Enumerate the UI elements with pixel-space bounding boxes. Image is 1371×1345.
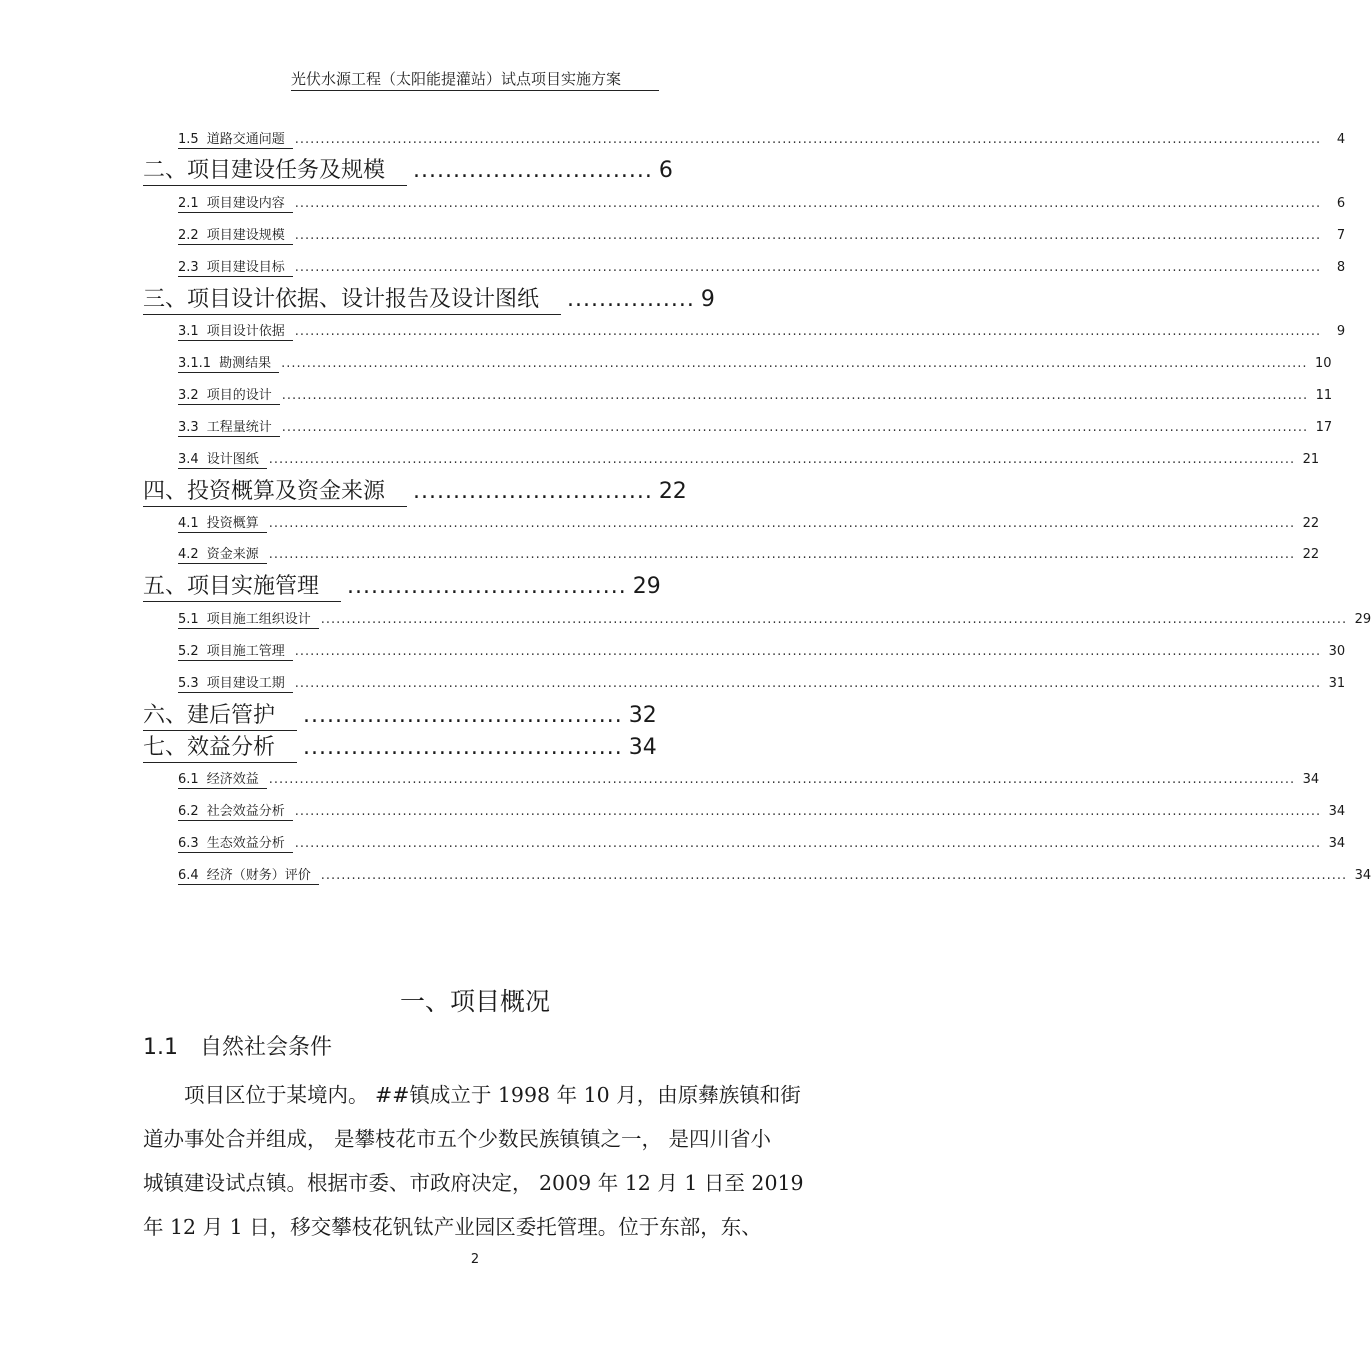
toc-leader-dots: ........................................................................................................................................................................................................	[281, 420, 1309, 435]
toc-entry-page: 22	[1302, 547, 1320, 562]
toc-entry-title: 社会效益分析	[206, 804, 285, 819]
toc-chapter-entry[interactable]	[143, 474, 687, 502]
toc-entry-title: 项目建设内容	[206, 196, 285, 211]
toc-entry-label	[178, 448, 267, 469]
toc-entry-page: 34	[1328, 804, 1346, 819]
toc-section-entry[interactable]	[178, 256, 1346, 275]
toc-entry-number: 6.4	[178, 868, 199, 883]
toc-entry-page: 10	[1315, 356, 1332, 371]
toc-entry-label	[178, 384, 280, 405]
toc-entry-page: 34	[1302, 772, 1320, 787]
toc-entry-page: 21	[1302, 452, 1320, 467]
toc-entry-page: 11	[1315, 388, 1333, 403]
toc-entry-page: 7	[1336, 228, 1346, 243]
section-title-text: 自然社会条件	[200, 1035, 333, 1060]
toc-entry-page: 32	[628, 703, 657, 728]
toc-entry-label	[143, 153, 407, 186]
toc-entry-page: 22	[1302, 516, 1320, 531]
toc-entry-label	[178, 672, 293, 693]
toc-entry-title: 项目施工组织设计	[206, 612, 311, 627]
toc-leader-dots: ................	[567, 287, 695, 312]
toc-entry-label	[178, 640, 293, 661]
toc-section-entry[interactable]	[178, 543, 1320, 562]
toc-section-entry[interactable]	[178, 512, 1320, 531]
paragraph-line: 城镇建设试点镇。根据市委、市政府决定， 2009 年 12 月 1 日至 2019	[143, 1171, 804, 1195]
toc-entry-title: 资金来源	[206, 547, 259, 562]
toc-entry-number: 6.2	[178, 804, 199, 819]
toc-entry-page: 34	[1354, 868, 1371, 883]
paragraph-line: 道办事处合并组成， 是攀枝花市五个少数民族镇镇之一， 是四川省小	[143, 1127, 772, 1151]
toc-entry-page: 9	[700, 287, 715, 312]
toc-entry-page: 4	[1336, 132, 1346, 147]
header-title: 光伏水源工程（太阳能提灌站）试点项目实施方案	[291, 70, 659, 91]
toc-entry-page: 6	[1336, 196, 1346, 211]
toc-entry-title: 设计图纸	[206, 452, 259, 467]
toc-entry-page: 34	[628, 735, 657, 760]
toc-entry-title: 项目的设计	[206, 388, 272, 403]
toc-section-entry[interactable]	[178, 832, 1346, 851]
toc-entry-label	[143, 282, 561, 315]
toc-entry-label	[178, 192, 293, 213]
toc-entry-number: 1.5	[178, 132, 199, 147]
toc-leader-dots: ........................................................................................................................................................................................................	[320, 612, 1348, 627]
toc-entry-title: 项目设计依据	[206, 324, 285, 339]
toc-entry-label	[143, 474, 407, 507]
toc-entry-label	[178, 864, 319, 885]
toc-entry-label	[178, 416, 280, 437]
toc-entry-page: 34	[1328, 836, 1346, 851]
toc-entry-label	[178, 543, 267, 564]
toc-entry-number: 3.2	[178, 388, 199, 403]
toc-leader-dots: ........................................................................................................................................................................................................	[294, 324, 1322, 339]
toc-entry-label	[143, 730, 297, 763]
toc-leader-dots: ..............................	[413, 479, 653, 504]
toc-entry-number: 5.1	[178, 612, 199, 627]
toc-entry-title: 七、效益分析	[143, 735, 276, 760]
toc-entry-label	[178, 832, 293, 853]
toc-leader-dots: ........................................................................................................................................................................................................	[268, 516, 1296, 531]
toc-entry-title: 六、建后管护	[143, 703, 276, 728]
toc-section-entry[interactable]	[178, 800, 1346, 819]
toc-leader-dots: ........................................................................................................................................................................................................	[268, 452, 1296, 467]
toc-entry-number: 2.3	[178, 260, 199, 275]
toc-section-entry[interactable]	[178, 320, 1346, 339]
toc-entry-label	[178, 352, 279, 373]
toc-leader-dots: ...................................	[347, 574, 627, 599]
toc-section-entry[interactable]	[178, 768, 1320, 787]
toc-leader-dots: ........................................................................................................................................................................................................	[294, 132, 1322, 147]
toc-leader-dots: ........................................................................................................................................................................................................	[294, 804, 1322, 819]
toc-entry-title: 勘测结果	[219, 356, 272, 371]
toc-section-entry[interactable]	[178, 192, 1346, 211]
toc-entry-number: 3.1.1	[178, 356, 212, 371]
toc-entry-label	[178, 256, 293, 277]
toc-chapter-entry[interactable]	[143, 282, 715, 310]
toc-entry-page: 31	[1328, 676, 1346, 691]
toc-entry-label	[178, 768, 267, 789]
toc-leader-dots: ........................................................................................................................................................................................................	[294, 260, 1322, 275]
toc-entry-number: 4.1	[178, 516, 199, 531]
toc-entry-label	[178, 800, 293, 821]
toc-entry-label	[178, 224, 293, 245]
toc-entry-page: 6	[658, 158, 673, 183]
toc-entry-title: 五、项目实施管理	[143, 574, 320, 599]
body-paragraph	[143, 1073, 813, 1249]
toc-entry-title: 项目施工管理	[206, 644, 285, 659]
toc-leader-dots: ........................................................................................................................................................................................................	[268, 547, 1296, 562]
toc-entry-label	[178, 512, 267, 533]
toc-entry-title: 工程量统计	[206, 420, 272, 435]
running-header	[0, 68, 950, 89]
toc-entry-title: 投资概算	[206, 516, 259, 531]
toc-section-entry[interactable]	[178, 640, 1346, 659]
toc-entry-title: 生态效益分析	[206, 836, 285, 851]
toc-section-entry[interactable]	[178, 224, 1346, 243]
toc-leader-dots: ........................................................................................................................................................................................................	[320, 868, 1348, 883]
toc-leader-dots: ........................................................................................................................................................................................................	[294, 228, 1322, 243]
toc-entry-page: 29	[632, 574, 661, 599]
toc-chapter-entry[interactable]	[143, 153, 673, 181]
toc-entry-page: 8	[1336, 260, 1346, 275]
section-number: 1.1	[143, 1035, 178, 1060]
toc-entry-label	[143, 569, 341, 602]
toc-entry-title: 项目建设目标	[206, 260, 285, 275]
toc-entry-number: 5.3	[178, 676, 199, 691]
toc-section-entry[interactable]	[178, 416, 1333, 435]
toc-entry-title: 三、项目设计依据、设计报告及设计图纸	[143, 287, 540, 312]
toc-entry-label	[178, 128, 293, 149]
toc-section-entry[interactable]	[178, 448, 1320, 467]
toc-leader-dots: ........................................	[303, 735, 623, 760]
toc-entry-title: 项目建设规模	[206, 228, 285, 243]
toc-entry-title: 经济（财务）评价	[206, 868, 311, 883]
toc-leader-dots: ........................................................................................................................................................................................................	[294, 644, 1322, 659]
toc-entry-page: 30	[1328, 644, 1346, 659]
paragraph-line: 项目区位于某境内。 ##镇成立于 1998 年 10 月，由原彝族镇和街	[143, 1083, 801, 1107]
toc-entry-number: 3.4	[178, 452, 199, 467]
toc-entry-number: 5.2	[178, 644, 199, 659]
toc-entry-page: 22	[658, 479, 687, 504]
toc-leader-dots: ........................................................................................................................................................................................................	[268, 772, 1296, 787]
toc-entry-number: 2.2	[178, 228, 199, 243]
toc-chapter-entry[interactable]	[143, 730, 657, 758]
toc-section-entry[interactable]	[178, 864, 1371, 883]
toc-section-entry[interactable]	[178, 608, 1371, 627]
toc-leader-dots: ........................................................................................................................................................................................................	[281, 356, 1308, 371]
toc-chapter-entry[interactable]	[143, 569, 661, 597]
toc-entry-number: 6.3	[178, 836, 199, 851]
toc-section-entry[interactable]	[178, 384, 1333, 403]
toc-leader-dots: ........................................................................................................................................................................................................	[294, 676, 1322, 691]
toc-entry-title: 二、项目建设任务及规模	[143, 158, 386, 183]
toc-entry-number: 4.2	[178, 547, 199, 562]
toc-entry-label	[143, 698, 297, 731]
section-heading	[143, 1030, 332, 1061]
toc-leader-dots: ........................................................................................................................................................................................................	[294, 196, 1322, 211]
toc-entry-label	[178, 608, 319, 629]
toc-entry-title: 项目建设工期	[206, 676, 285, 691]
toc-entry-number: 6.1	[178, 772, 199, 787]
page-number: 2	[470, 1252, 480, 1267]
toc-entry-page: 17	[1315, 420, 1333, 435]
toc-entry-label	[178, 320, 293, 341]
chapter-title: 一、项目概况	[399, 987, 550, 1016]
toc-leader-dots: ..............................	[413, 158, 653, 183]
toc-leader-dots: ........................................................................................................................................................................................................	[294, 836, 1322, 851]
toc-entry-number: 3.1	[178, 324, 199, 339]
toc-entry-page: 9	[1336, 324, 1346, 339]
toc-entry-number: 3.3	[178, 420, 199, 435]
toc-entry-number: 2.1	[178, 196, 199, 211]
toc-section-entry[interactable]	[178, 352, 1332, 371]
paragraph-line: 年 12 月 1 日，移交攀枝花钒钛产业园区委托管理。位于东部，东、	[143, 1215, 762, 1239]
toc-leader-dots: ........................................................................................................................................................................................................	[281, 388, 1309, 403]
toc-entry-title: 经济效益	[206, 772, 259, 787]
toc-leader-dots: ........................................	[303, 703, 623, 728]
toc-section-entry[interactable]	[178, 128, 1346, 147]
toc-section-entry[interactable]	[178, 672, 1346, 691]
toc-entry-page: 29	[1354, 612, 1371, 627]
toc-entry-title: 道路交通问题	[206, 132, 285, 147]
toc-chapter-entry[interactable]	[143, 698, 657, 726]
toc-entry-title: 四、投资概算及资金来源	[143, 479, 386, 504]
